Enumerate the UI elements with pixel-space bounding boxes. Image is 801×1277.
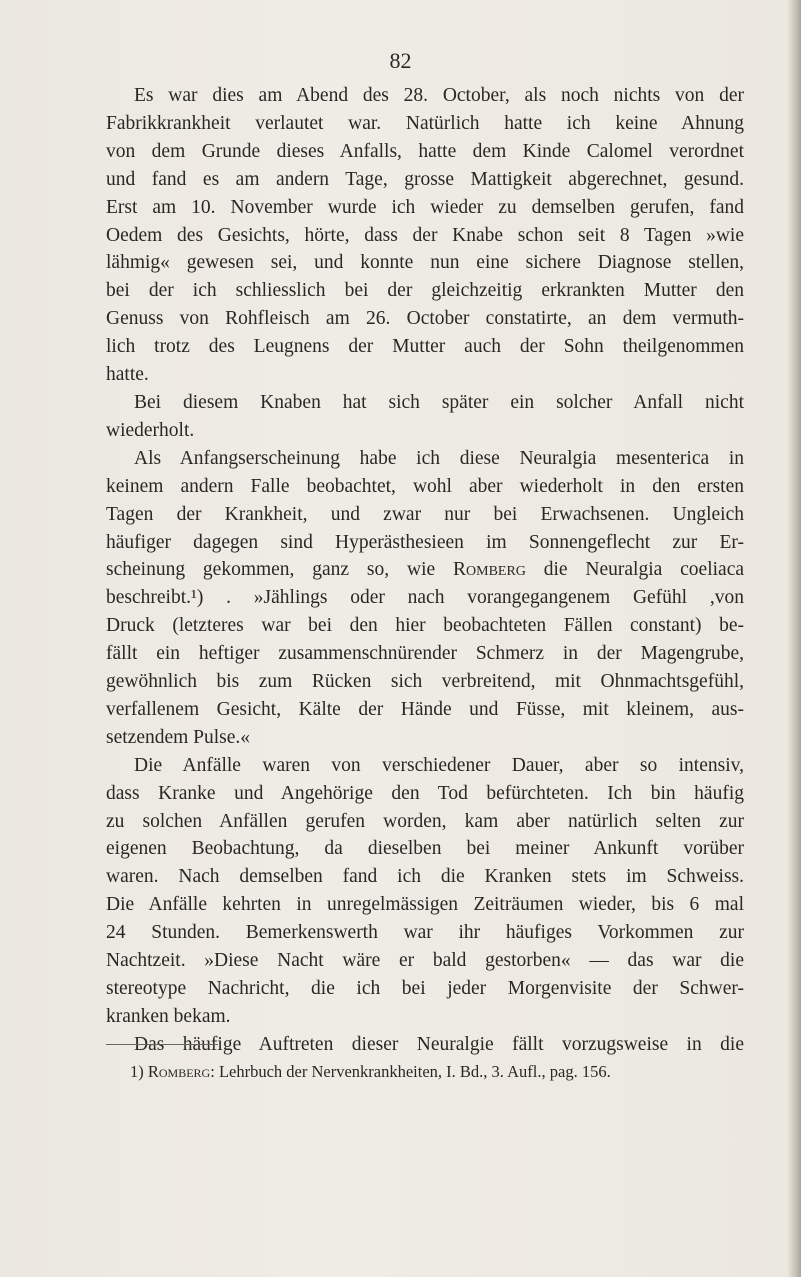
text-line: Oedem des Gesichts, hörte, dass der Knabe schon seit 8 Tagen »wie [106, 224, 744, 246]
paragraph [106, 82, 744, 389]
text-line: hatte. [106, 364, 149, 386]
text-line: Das häufige Auftreten dieser Neuralgie fällt vorzugsweise in die [134, 1033, 744, 1055]
footnote: 1) Romberg: Lehrbuch der Nervenkrankheiten, I. Bd., 3. Aufl., pag. 156. [130, 1062, 611, 1081]
text-line: lich trotz des Leugnens der Mutter auch der Sohn theilgenommen [106, 336, 744, 358]
text-line: scheinung gekommen, ganz so, wie Romberg die Neuralgia coeliaca [106, 559, 745, 581]
page-edge-shadow [787, 0, 801, 1277]
text-line: Bei diesem Knaben hat sich später ein solcher Anfall nicht [134, 391, 744, 413]
text-line: lähmig« gewesen sei, und konnte nun eine sichere Diagnose stellen, [106, 252, 744, 274]
text-line: Genuss von Rohfleisch am 26. October constatirte, an dem vermuth- [106, 308, 744, 330]
text-line: Als Anfangserscheinung habe ich diese Neuralgia mesenterica in [134, 447, 744, 469]
text-line: keinem andern Falle beobachtet, wohl aber wiederholt in den ersten [106, 475, 744, 497]
text-line: und fand es am andern Tage, grosse Mattigkeit abgerechnet, gesund. [106, 168, 744, 190]
text-line: bei der ich schliesslich bei der gleichzeitig erkrankten Mutter den [106, 280, 744, 302]
footnote-divider [106, 1044, 218, 1045]
author-name: Romberg [453, 559, 526, 581]
page-number: 82 [389, 48, 412, 73]
text-line: beschreibt.¹) . »Jählings oder nach vorangegangenem Gefühl ,von [106, 587, 744, 609]
text-line: wiederholt. [106, 419, 195, 441]
text-line: häufiger dagegen sind Hyperästhesieen im Sonnengeflecht zur Er- [106, 531, 744, 553]
text-line: setzendem Pulse.« [106, 726, 251, 748]
text-line: von dem Grunde dieses Anfalls, hatte dem Kinde Calomel verordnet [106, 140, 744, 162]
text-line: dass Kranke und Angehörige den Tod befürchteten. Ich bin häufig [106, 782, 744, 804]
text-line: Erst am 10. November wurde ich wieder zu demselben gerufen, fand [106, 196, 744, 218]
text-line: verfallenem Gesicht, Kälte der Hände und Füsse, mit kleinem, aus- [106, 698, 744, 720]
author-name: Romberg [147, 1062, 211, 1081]
text-line: Die Anfälle kehrten in unregelmässigen Zeiträumen wieder, bis 6 mal [106, 894, 744, 916]
text-line: Fabrikkrankheit verlautet war. Natürlich hatte ich keine Ahnung [106, 112, 744, 134]
text-line: Es war dies am Abend des 28. October, als noch nichts von der [134, 85, 744, 106]
paragraph [106, 389, 744, 445]
paragraph [106, 752, 744, 1031]
text-line: Druck (letzteres war bei den hier beobachteten Fällen constant) be- [106, 615, 744, 637]
text-line: gewöhnlich bis zum Rücken sich verbreitend, mit Ohnmachtsgefühl, [106, 671, 744, 693]
text-line: Nachtzeit. »Diese Nacht wäre er bald gestorben« — das war die [106, 950, 744, 972]
text-line: stereotype Nachricht, die ich bei jeder Morgenvisite der Schwer- [106, 978, 744, 999]
text-line: fällt ein heftiger zusammenschnürender Schmerz in der Magengrube, [106, 643, 744, 665]
main-text [106, 82, 744, 1059]
text-line: kranken bekam. [106, 1005, 231, 1027]
text-line: waren. Nach demselben fand ich die Kranken stets im Schweiss. [106, 866, 744, 888]
text-line: Die Anfälle waren von verschiedener Dauer, aber so intensiv, [134, 754, 744, 776]
paragraph [106, 445, 744, 752]
text-line: eigenen Beobachtung, da dieselben bei meiner Ankunft vorüber [106, 838, 744, 860]
text-line: 24 Stunden. Bemerkenswerth war ihr häufiges Vorkommen zur [106, 922, 744, 944]
text-line: Tagen der Krankheit, und zwar nur bei Erwachsenen. Ungleich [106, 503, 744, 525]
text-line: zu solchen Anfällen gerufen worden, kam aber natürlich selten zur [106, 810, 744, 832]
